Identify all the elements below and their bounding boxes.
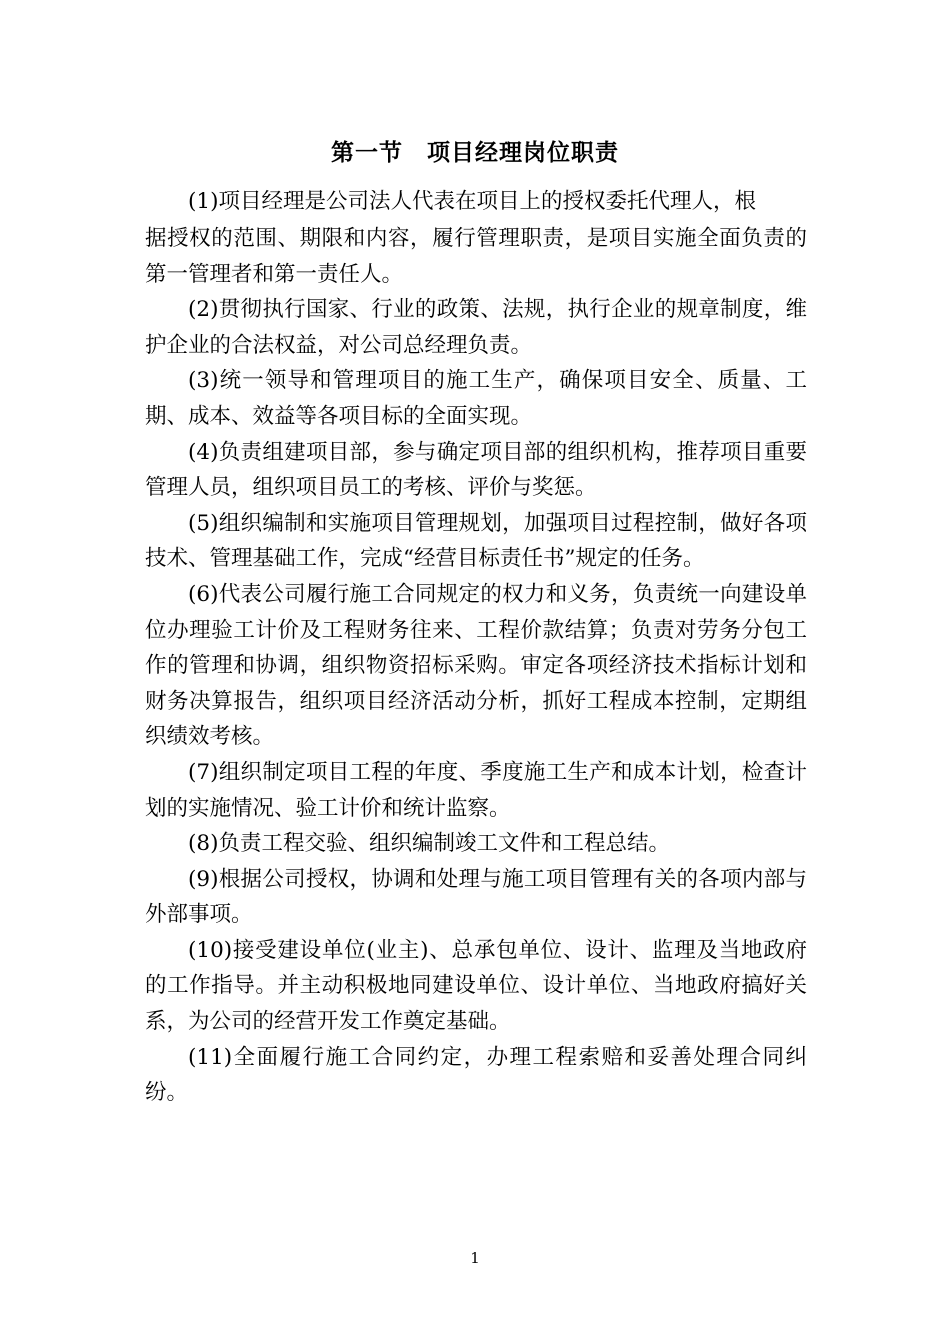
paragraph-8: (8)负责工程交验、组织编制竣工文件和工程总结。: [188, 831, 670, 857]
paragraph-1-continued: 据授权的范围、期限和内容，履行管理职责，是项目实施全面负责的第一管理者和第一责任人。: [145, 226, 807, 287]
document-body: [145, 183, 807, 1111]
paragraph-1: [145, 183, 807, 221]
paragraph-1-line-1: (1)项目经理是公司法人代表在项目上的授权委托代理人，根: [188, 189, 756, 214]
paragraph-3: (3)统一领导和管理项目的施工生产，确保项目安全、质量、工期、成本、效益等各项目标的全面实现。: [145, 368, 807, 429]
paragraph-9: (9)根据公司授权，协调和处理与施工项目管理有关的各项内部与外部事项。: [145, 866, 807, 928]
paragraph-5: (5)组织编制和实施项目管理规划，加强项目过程控制，做好各项技术、管理基础工作，完成“经营目标责任书”规定的任务。: [145, 510, 807, 572]
section-title: 第一节 项目经理岗位职责: [331, 139, 619, 166]
paragraph-11: (11)全面履行施工合同约定，办理工程索赔和妥善处理合同纠纷。: [145, 1044, 807, 1106]
page-number: 1: [470, 1249, 480, 1267]
paragraph-7: (7)组织制定项目工程的年度、季度施工生产和成本计划，检查计划的实施情况、验工计价和统计监察。: [145, 759, 807, 821]
paragraph-2: (2)贯彻执行国家、行业的政策、法规，执行企业的规章制度，维护企业的合法权益，对公司总经理负责。: [145, 297, 807, 358]
paragraph-6: (6)代表公司履行施工合同规定的权力和义务，负责统一向建设单位办理验工计价及工程财务往来、工程价款结算；负责对劳务分包工作的管理和协调，组织物资招标采购。审定各项经济技术指标计划和财务决算报告，组织项目经济活动分析，抓好工程成本控制，定期组织绩效考核。: [145, 581, 807, 750]
paragraph-4: (4)负责组建项目部，参与确定项目部的组织机构，推荐项目重要管理人员，组织项目员工的考核、评价与奖惩。: [145, 439, 807, 501]
paragraph-10: (10)接受建设单位(业主)、总承包单位、设计、监理及当地政府的工作指导。并主动积极地同建设单位、设计单位、当地政府搞好关系，为公司的经营开发工作奠定基础。: [145, 937, 807, 1035]
